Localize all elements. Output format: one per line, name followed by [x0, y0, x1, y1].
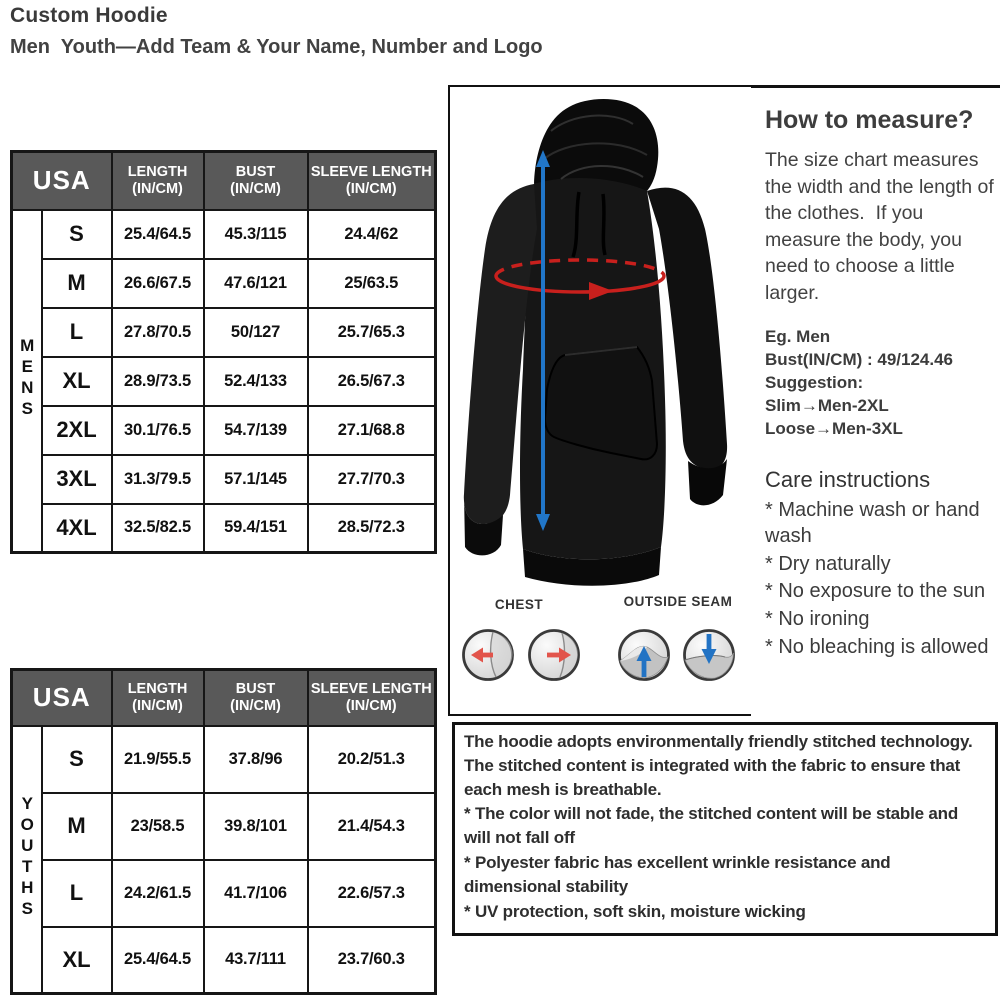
- length-cell: 23/58.5: [112, 793, 204, 860]
- bust-cell: 37.8/96: [204, 726, 308, 793]
- sleeve-cell: 23.7/60.3: [308, 927, 436, 994]
- sleeve-cell: 27.7/70.3: [308, 455, 436, 504]
- example-line: Slim→Men-2XL: [765, 396, 889, 416]
- table-row: [12, 793, 436, 860]
- bust-cell: 39.8/101: [204, 793, 308, 860]
- size-cell: M: [42, 259, 112, 308]
- length-cell: 21.9/55.5: [112, 726, 204, 793]
- sleeve-cell: 28.5/72.3: [308, 504, 436, 553]
- mens-group-label: MENS: [12, 210, 42, 553]
- how-to-measure-panel: [751, 85, 1000, 716]
- header-usa: USA: [12, 670, 112, 726]
- table-row: [12, 927, 436, 994]
- sphere-arrow-down-icon: [681, 627, 737, 683]
- chest-label: CHEST: [494, 597, 544, 612]
- sleeve-cell: 26.5/67.3: [308, 357, 436, 406]
- length-cell: 25.4/64.5: [112, 210, 204, 259]
- sphere-arrow-up-icon: [616, 627, 672, 683]
- measure-diagram-panel: [448, 85, 754, 716]
- length-cell: 30.1/76.5: [112, 406, 204, 455]
- header-sleeve: SLEEVE LENGTH (IN/CM): [308, 670, 436, 726]
- care-instructions-heading: Care instructions: [765, 466, 931, 492]
- sleeve-cell: 24.4/62: [308, 210, 436, 259]
- example-line: Bust(IN/CM) : 49/124.46: [765, 350, 953, 370]
- description-bullet: * The color will not fade, the stitched content will be stable and will not fall off: [464, 804, 959, 848]
- size-cell: L: [42, 860, 112, 927]
- length-cell: 26.6/67.5: [112, 259, 204, 308]
- header-length: LENGTH (IN/CM): [112, 670, 204, 726]
- size-cell: M: [42, 793, 112, 860]
- size-suggestion-block: [765, 326, 994, 440]
- sleeve-cell: 21.4/54.3: [308, 793, 436, 860]
- bust-cell: 47.6/121: [204, 259, 308, 308]
- care-item: * No exposure to the sun: [765, 580, 986, 603]
- table-row: [12, 726, 436, 793]
- hoodie-product-image: [451, 89, 750, 594]
- header-bust: BUST (IN/CM): [204, 670, 308, 726]
- bust-cell: 54.7/139: [204, 406, 308, 455]
- size-cell: S: [42, 210, 112, 259]
- page-title: Custom Hoodie: [10, 4, 168, 27]
- bust-cell: 43.7/111: [204, 927, 308, 994]
- example-line: Eg. Men: [765, 327, 831, 347]
- sleeve-cell: 27.1/68.8: [308, 406, 436, 455]
- length-cell: 28.9/73.5: [112, 357, 204, 406]
- table-row: [12, 455, 436, 504]
- page-subtitle: Men Youth—Add Team & Your Name, Number and Logo: [10, 36, 543, 58]
- how-to-measure-heading: How to measure?: [765, 106, 974, 134]
- youths-size-table: [10, 668, 437, 995]
- sleeve-cell: 22.6/57.3: [308, 860, 436, 927]
- sphere-arrow-right-icon: [526, 627, 582, 683]
- sphere-arrow-left-icon: [460, 627, 516, 683]
- size-cell: L: [42, 308, 112, 357]
- example-line: Loose→Men-3XL: [765, 419, 903, 439]
- table-row: [12, 504, 436, 553]
- bust-cell: 52.4/133: [204, 357, 308, 406]
- bust-cell: 45.3/115: [204, 210, 308, 259]
- size-cell: 3XL: [42, 455, 112, 504]
- bust-cell: 41.7/106: [204, 860, 308, 927]
- product-description-panel: [452, 722, 998, 936]
- care-item: * No bleaching is allowed: [765, 635, 989, 658]
- header-bust: BUST (IN/CM): [204, 152, 308, 210]
- example-line: Suggestion:: [765, 373, 864, 393]
- bust-cell: 59.4/151: [204, 504, 308, 553]
- outside-seam-label: OUTSIDE SEAM: [623, 594, 733, 609]
- care-item: * No ironing: [765, 607, 870, 630]
- description-bullet: * Polyester fabric has excellent wrinkle resistance and dimensional stability: [464, 852, 891, 896]
- bust-cell: 50/127: [204, 308, 308, 357]
- size-cell: 4XL: [42, 504, 112, 553]
- table-row: [12, 259, 436, 308]
- youths-group-label: YOUTHS: [12, 726, 42, 994]
- size-cell: XL: [42, 927, 112, 994]
- length-cell: 32.5/82.5: [112, 504, 204, 553]
- table-row: [12, 210, 436, 259]
- table-row: [12, 406, 436, 455]
- bust-cell: 57.1/145: [204, 455, 308, 504]
- how-to-measure-body: The size chart measures the width and the length of the clothes. If you measure the body, you need to choose a little larger.: [765, 149, 1000, 304]
- table-row: [12, 357, 436, 406]
- length-cell: 31.3/79.5: [112, 455, 204, 504]
- size-cell: S: [42, 726, 112, 793]
- description-bullet: * UV protection, soft skin, moisture wicking: [464, 901, 806, 921]
- table-row: [12, 860, 436, 927]
- header-length: LENGTH (IN/CM): [112, 152, 204, 210]
- sleeve-cell: 25/63.5: [308, 259, 436, 308]
- size-cell: 2XL: [42, 406, 112, 455]
- sleeve-cell: 20.2/51.3: [308, 726, 436, 793]
- care-instructions-list: [765, 497, 994, 661]
- table-row: [12, 308, 436, 357]
- mens-size-table: [10, 150, 437, 554]
- care-item: * Dry naturally: [765, 552, 891, 575]
- description-intro: The hoodie adopts environmentally friendly stitched technology. The stitched content is integrated with the fabric to ensure that each mesh is breathable.: [464, 732, 973, 799]
- sleeve-cell: 25.7/65.3: [308, 308, 436, 357]
- length-cell: 24.2/61.5: [112, 860, 204, 927]
- length-cell: 27.8/70.5: [112, 308, 204, 357]
- header-sleeve: SLEEVE LENGTH (IN/CM): [308, 152, 436, 210]
- header-usa: USA: [12, 152, 112, 210]
- size-cell: XL: [42, 357, 112, 406]
- care-item: * Machine wash or hand wash: [765, 498, 980, 548]
- length-cell: 25.4/64.5: [112, 927, 204, 994]
